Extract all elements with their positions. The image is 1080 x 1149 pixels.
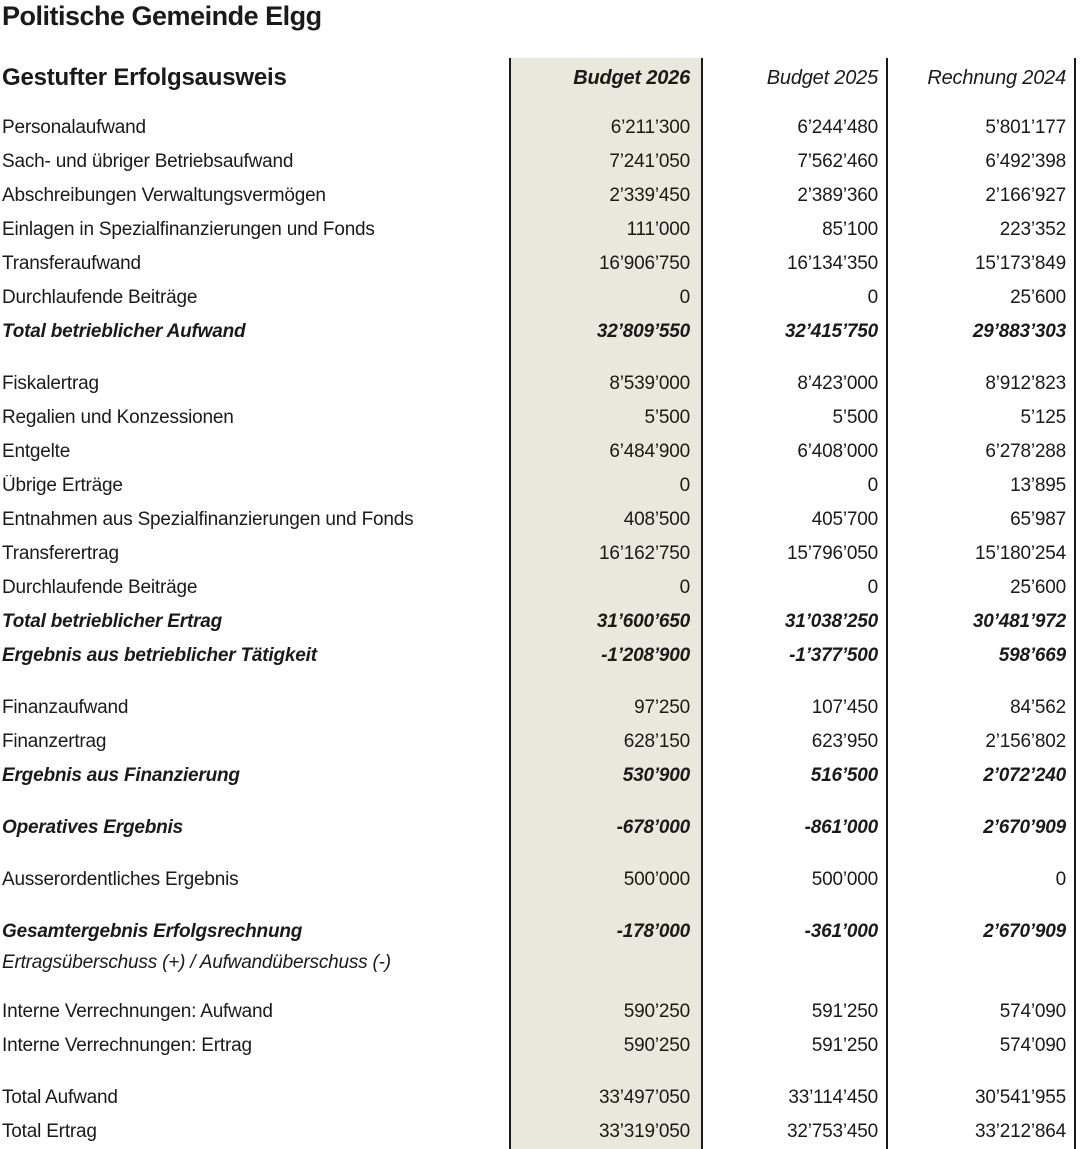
value-budget-2026: 5’500 [644, 407, 690, 428]
row-label: Transferaufwand [2, 253, 141, 274]
value-rechnung-2024: 2’072’240 [983, 765, 1066, 786]
table-row [0, 571, 1080, 605]
row-label: Operatives Ergebnis [2, 817, 183, 838]
row-label: Ergebnis aus Finanzierung [2, 765, 240, 786]
row-label: Finanzaufwand [2, 697, 129, 718]
row-label: Ergebnis aus betrieblicher Tätigkeit [2, 645, 317, 666]
value-budget-2026: 0 [679, 475, 690, 496]
row-label: Entgelte [2, 441, 71, 462]
table-title: Gestufter Erfolgsausweis [2, 64, 287, 91]
table-row-note [0, 949, 1080, 977]
table-row-total [0, 605, 1080, 639]
value-budget-2025: 32’753’450 [787, 1121, 878, 1142]
value-budget-2025: 591’250 [811, 1001, 878, 1022]
value-budget-2025: 0 [867, 287, 878, 308]
value-budget-2026: 590’250 [623, 1001, 690, 1022]
row-label: Abschreibungen Verwaltungsvermögen [2, 185, 326, 206]
value-budget-2026: -678’000 [616, 817, 690, 838]
table-row-total [0, 811, 1080, 845]
value-budget-2025: 85’100 [822, 219, 878, 240]
value-budget-2025: -1’377’500 [789, 645, 878, 666]
row-label: Interne Verrechnungen: Aufwand [2, 1001, 273, 1022]
table-row [0, 247, 1080, 281]
value-rechnung-2024: 30’541’955 [975, 1087, 1066, 1108]
value-budget-2026: -178’000 [616, 921, 690, 942]
row-label: Total Ertrag [2, 1121, 97, 1142]
value-rechnung-2024: 30’481’972 [972, 611, 1066, 632]
document-title: Politische Gemeinde Elgg [2, 1, 322, 31]
value-budget-2025: -861’000 [804, 817, 878, 838]
value-budget-2025: 107’450 [811, 697, 878, 718]
value-rechnung-2024: 574’090 [999, 1001, 1066, 1022]
value-budget-2025: -361’000 [804, 921, 878, 942]
value-budget-2025: 15’796’050 [787, 543, 878, 564]
row-label: Ausserordentliches Ergebnis [2, 869, 239, 890]
value-rechnung-2024: 5’801’177 [985, 117, 1066, 138]
value-budget-2025: 16’134’350 [787, 253, 878, 274]
value-budget-2025: 591’250 [811, 1035, 878, 1056]
value-budget-2026: 500’000 [623, 869, 690, 890]
table-row-total [0, 639, 1080, 673]
value-rechnung-2024: 2’166’927 [985, 185, 1066, 206]
value-budget-2026: -1’208’900 [601, 645, 690, 666]
column-header-budget-2025: Budget 2025 [766, 66, 878, 89]
value-budget-2026: 0 [679, 287, 690, 308]
value-rechnung-2024: 25’600 [1010, 287, 1066, 308]
value-budget-2026: 97’250 [634, 697, 690, 718]
value-rechnung-2024: 33’212’864 [975, 1121, 1066, 1142]
value-rechnung-2024: 13’895 [1010, 475, 1066, 496]
value-rechnung-2024: 65’987 [1010, 509, 1066, 530]
value-budget-2026: 31’600’650 [596, 611, 690, 632]
table-row [0, 213, 1080, 247]
row-label: Übrige Erträge [2, 475, 123, 496]
value-budget-2026: 2’339’450 [609, 185, 690, 206]
row-label: Entnahmen aus Spezialfinanzierungen und Fonds [2, 509, 414, 530]
value-rechnung-2024: 6’492’398 [985, 151, 1066, 172]
value-budget-2026: 628’150 [623, 731, 690, 752]
value-rechnung-2024: 25’600 [1010, 577, 1066, 598]
value-budget-2026: 6’211’300 [610, 117, 690, 138]
table-row-total [0, 315, 1080, 349]
value-rechnung-2024: 598’669 [998, 645, 1066, 666]
table-row [0, 435, 1080, 469]
row-label: Total betrieblicher Aufwand [2, 321, 246, 342]
value-budget-2026: 6’484’900 [609, 441, 690, 462]
value-budget-2025: 405’700 [811, 509, 878, 530]
row-label: Durchlaufende Beiträge [2, 287, 198, 308]
table-row [0, 179, 1080, 213]
value-budget-2025: 0 [867, 577, 878, 598]
value-budget-2025: 32’415’750 [784, 321, 878, 342]
value-budget-2026: 111’000 [626, 219, 690, 240]
value-budget-2025: 7’562’460 [797, 151, 878, 172]
value-budget-2026: 16’162’750 [599, 543, 690, 564]
value-budget-2025: 8’423’000 [797, 373, 878, 394]
value-rechnung-2024: 2’670’909 [983, 817, 1066, 838]
value-budget-2025: 2’389’360 [797, 185, 878, 206]
row-label: Total Aufwand [2, 1087, 118, 1108]
value-budget-2026: 530’900 [622, 765, 690, 786]
table-row [0, 691, 1080, 725]
column-header-rechnung-2024: Rechnung 2024 [927, 66, 1066, 89]
row-label: Durchlaufende Beiträge [2, 577, 198, 598]
value-budget-2026: 0 [679, 577, 690, 598]
row-label: Einlagen in Spezialfinanzierungen und Fonds [2, 219, 375, 240]
value-rechnung-2024: 2’156’802 [985, 731, 1066, 752]
row-label: Transferertrag [2, 543, 119, 564]
value-budget-2026: 408’500 [623, 509, 690, 530]
table-row-total [0, 759, 1080, 793]
value-rechnung-2024: 84’562 [1010, 697, 1066, 718]
row-label: Fiskalertrag [2, 373, 99, 394]
value-rechnung-2024: 8’912’823 [985, 373, 1066, 394]
table-row [0, 281, 1080, 315]
table-row [0, 995, 1080, 1029]
value-budget-2026: 8’539’000 [609, 373, 690, 394]
table-header-row [0, 58, 1080, 98]
table-row [0, 469, 1080, 503]
column-header-budget-2026: Budget 2026 [573, 66, 690, 89]
row-label: Sach- und übriger Betriebsaufwand [2, 151, 294, 172]
row-label: Total betrieblicher Ertrag [2, 611, 223, 632]
table-row [0, 1081, 1080, 1115]
table-row [0, 401, 1080, 435]
value-budget-2026: 33’319’050 [599, 1121, 690, 1142]
value-budget-2025: 516’500 [810, 765, 878, 786]
table-row [0, 863, 1080, 897]
value-budget-2025: 5’500 [832, 407, 878, 428]
value-rechnung-2024: 15’173’849 [975, 253, 1066, 274]
table-row [0, 725, 1080, 759]
value-budget-2026: 590’250 [623, 1035, 690, 1056]
value-budget-2026: 7’241’050 [609, 151, 690, 172]
row-label: Gesamtergebnis Erfolgsrechnung [2, 921, 303, 942]
row-label: Regalien und Konzessionen [2, 407, 234, 428]
value-rechnung-2024: 6’278’288 [985, 441, 1066, 462]
table-row [0, 1029, 1080, 1063]
value-rechnung-2024: 0 [1055, 869, 1066, 890]
value-rechnung-2024: 5’125 [1020, 407, 1066, 428]
value-budget-2025: 623’950 [811, 731, 878, 752]
value-budget-2025: 500’000 [811, 869, 878, 890]
table-row-total [0, 915, 1080, 949]
value-budget-2026: 32’809’550 [596, 321, 690, 342]
value-rechnung-2024: 223’352 [999, 219, 1066, 240]
table-row [0, 503, 1080, 537]
value-budget-2025: 6’408’000 [797, 441, 878, 462]
table-body [0, 111, 1080, 1149]
value-budget-2026: 16’906’750 [599, 253, 690, 274]
value-budget-2025: 0 [867, 475, 878, 496]
value-rechnung-2024: 574’090 [999, 1035, 1066, 1056]
value-budget-2025: 6’244’480 [797, 117, 878, 138]
table-row [0, 537, 1080, 571]
table-row [0, 1115, 1080, 1149]
row-label: Finanzertrag [2, 731, 107, 752]
value-budget-2025: 31’038’250 [784, 611, 878, 632]
value-budget-2026: 33’497’050 [599, 1087, 690, 1108]
value-budget-2025: 33’114’450 [788, 1087, 878, 1108]
table-row [0, 367, 1080, 401]
row-label: Personalaufwand [2, 117, 146, 138]
value-rechnung-2024: 2’670’909 [983, 921, 1066, 942]
value-rechnung-2024: 15’180’254 [975, 543, 1066, 564]
table-row [0, 145, 1080, 179]
value-rechnung-2024: 29’883’303 [972, 321, 1066, 342]
table-row [0, 111, 1080, 145]
row-label: Ertragsüberschuss (+) / Aufwandüberschuss (-) [2, 952, 391, 973]
row-label: Interne Verrechnungen: Ertrag [2, 1035, 252, 1056]
